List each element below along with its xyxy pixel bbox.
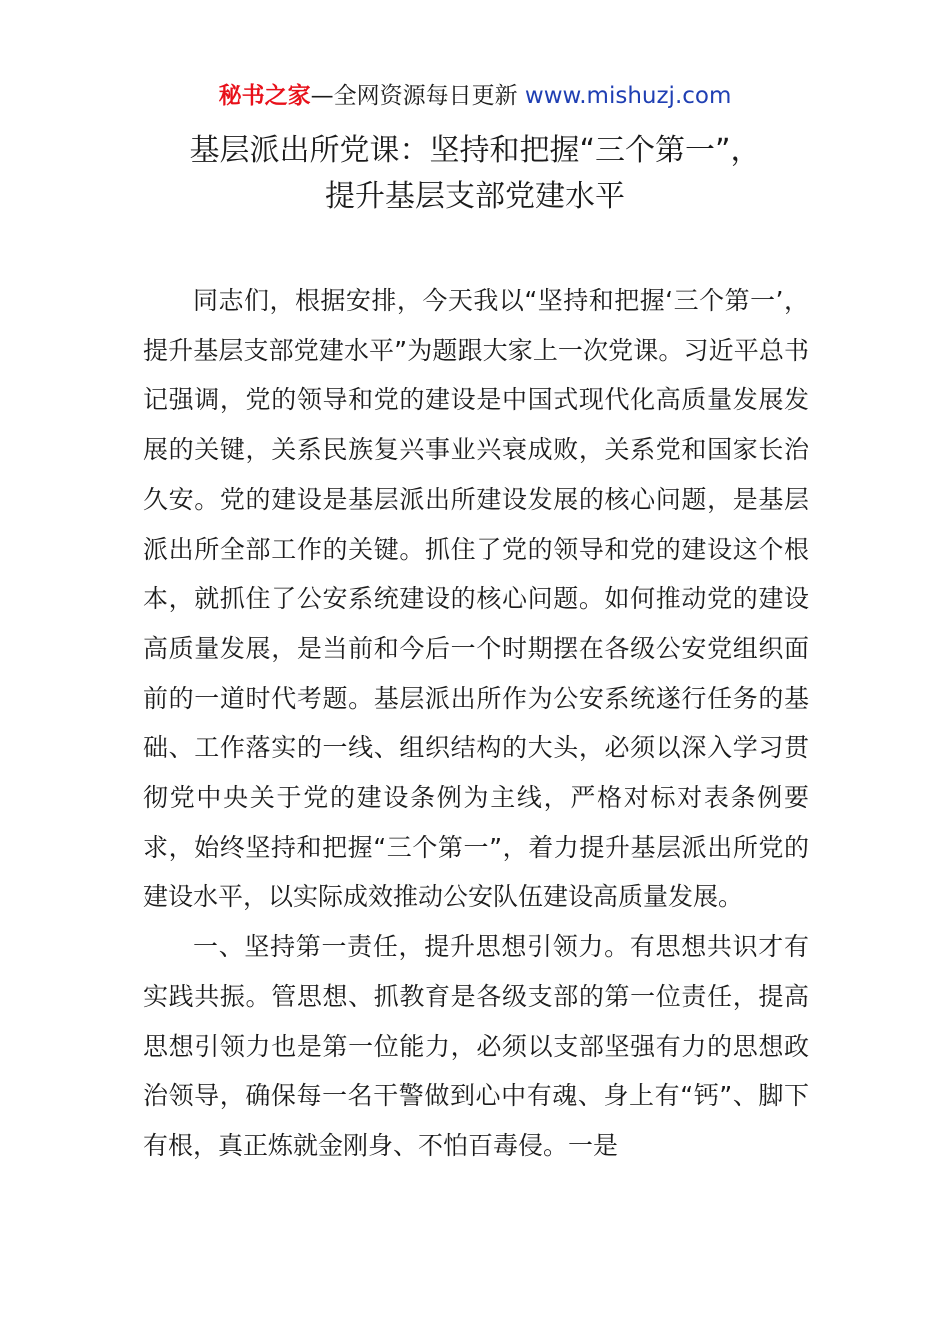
body-paragraph-2: 一、坚持第一责任，提升思想引领力。有思想共识才有实践共振。管思想、抓教育是各级支部的第一位责任，提高思想引领力也是第一位能力，必须以支部坚强有力的思想政治领导，确保每一名干警做到心中有魂、身上有“钙”、脚下有根，真正炼就金刚身、不怕百毒侵。一是 [143,932,809,1160]
document-body [143,276,809,1171]
header-tagline: —全网资源每日更新 [310,83,525,109]
brand-name: 秘书之家 [218,83,311,109]
site-header [0,80,950,112]
site-url-link[interactable]: www.mishuzj.com [524,83,732,109]
title-line-2: 提升基层支部党建水平 [325,179,625,214]
document-title [0,128,950,220]
body-paragraph-1: 同志们，根据安排，今天我以“坚持和把握‘三个第一’，提升基层支部党建水平”为题跟大家上一次党课。习近平总书记强调，党的领导和党的建设是中国式现代化高质量发展发展的关键，关系民族复兴事业兴衰成败，关系党和国家长治久安。党的建设是基层派出所建设发展的核心问题，是基层派出所全部工作的关键。抓住了党的领导和党的建设这个根本，就抓住了公安系统建设的核心问题。如何推动党的建设高质量发展，是当前和今后一个时期摆在各级公安党组织面前的一道时代考题。基层派出所作为公安系统遂行任务的基础、工作落实的一线、组织结构的大头，必须以深入学习贯彻党中央关于党的建设条例为主线，严格对标对表条例要求，始终坚持和把握“三个第一”，着力提升基层派出所党的建设水平，以实际成效推动公安队伍建设高质量发展。 [143,286,809,912]
title-line-1: 基层派出所党课：坚持和把握“三个第一”， [189,133,761,168]
